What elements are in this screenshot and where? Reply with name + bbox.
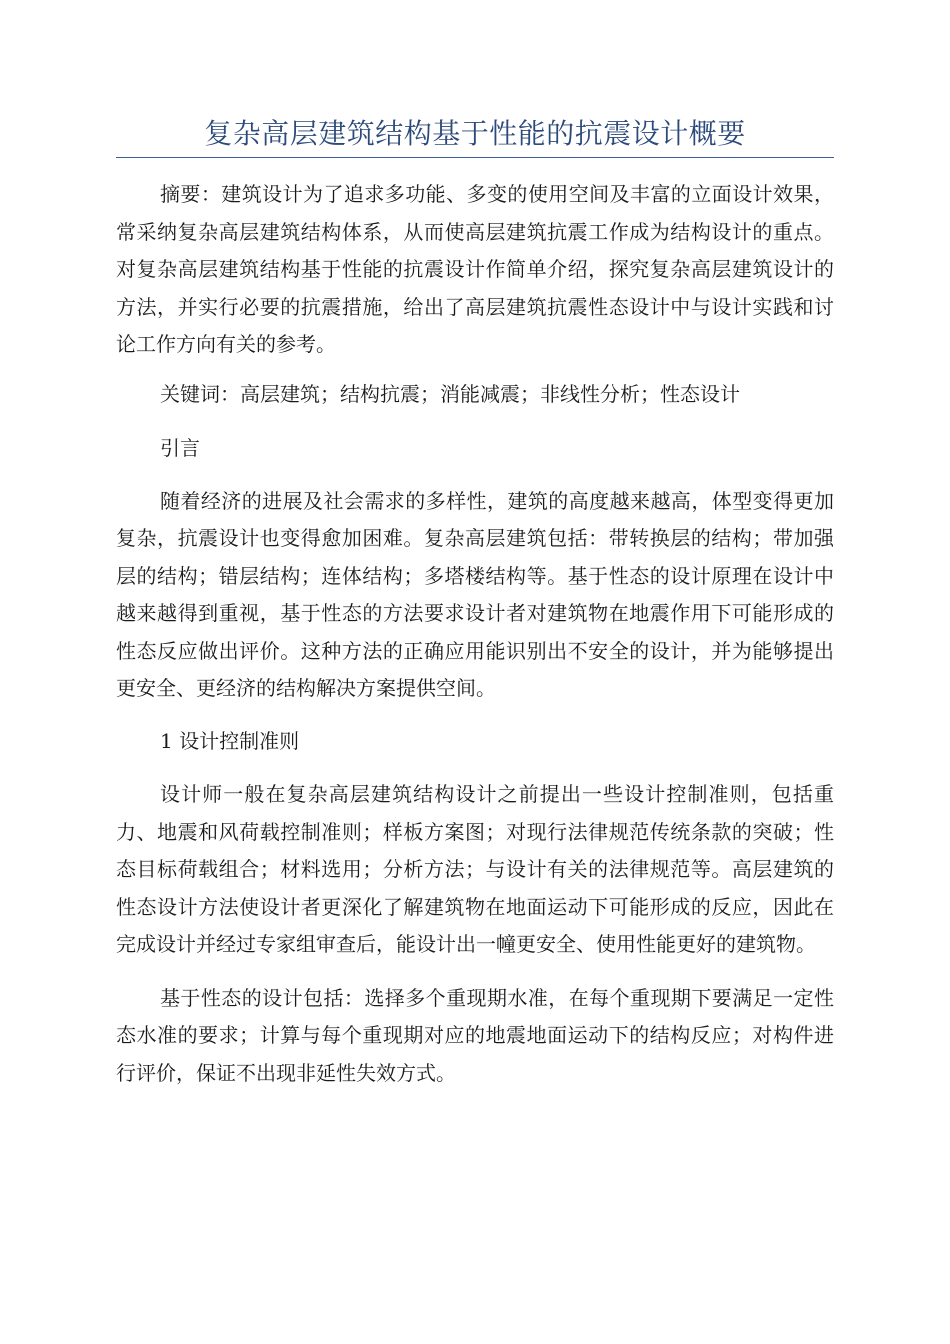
document-page [116, 0, 834, 1092]
section1-paragraph-2: 基于性态的设计包括：选择多个重现期水准，在每个重现期下要满足一定性态水准的要求；计算与每个重现期对应的地震地面运动下的结构反应；对构件进行评价，保证不出现非延性失效方式。 [116, 985, 834, 1085]
document-title: 复杂高层建筑结构基于性能的抗震设计概要 [204, 117, 746, 150]
intro-heading: 引言 [160, 436, 200, 460]
abstract-paragraph: 摘要：建筑设计为了追求多功能、多变的使用空间及丰富的立面设计效果，常采纳复杂高层建筑结构体系，从而使高层建筑抗震工作成为结构设计的重点。对复杂高层建筑结构基于性能的抗震设计作简单介绍，探究复杂高层建筑设计的方法，并实行必要的抗震措施，给出了高层建筑抗震性态设计中与设计实践和讨论工作方向有关的参考。 [116, 182, 834, 356]
intro-paragraph: 随着经济的进展及社会需求的多样性，建筑的高度越来越高，体型变得更加复杂，抗震设计也变得愈加困难。复杂高层建筑包括：带转换层的结构；带加强层的结构；错层结构；连体结构；多塔楼结构等。基于性态的设计原理在设计中越来越得到重视，基于性态的方法要求设计者对建筑物在地震作用下可能形成的性态反应做出评价。这种方法的正确应用能识别出不安全的设计，并为能够提出更安全、更经济的结构解决方案提供空间。 [116, 488, 834, 700]
keywords-line: 关键词：高层建筑；结构抗震；消能减震；非线性分析；性态设计 [160, 381, 740, 406]
title-underline [116, 157, 834, 158]
section1-paragraph-1: 设计师一般在复杂高层建筑结构设计之前提出一些设计控制准则，包括重力、地震和风荷载控制准则；样板方案图；对现行法律规范传统条款的突破；性态目标荷载组合；材料选用；分析方法；与设计有关的法律规范等。高层建筑的性态设计方法使设计者更深化了解建筑物在地面运动下可能形成的反应，因此在完成设计并经过专家组审查后，能设计出一幢更安全、使用性能更好的建筑物。 [116, 782, 834, 956]
section1-heading: 1 设计控制准则 [160, 728, 300, 753]
